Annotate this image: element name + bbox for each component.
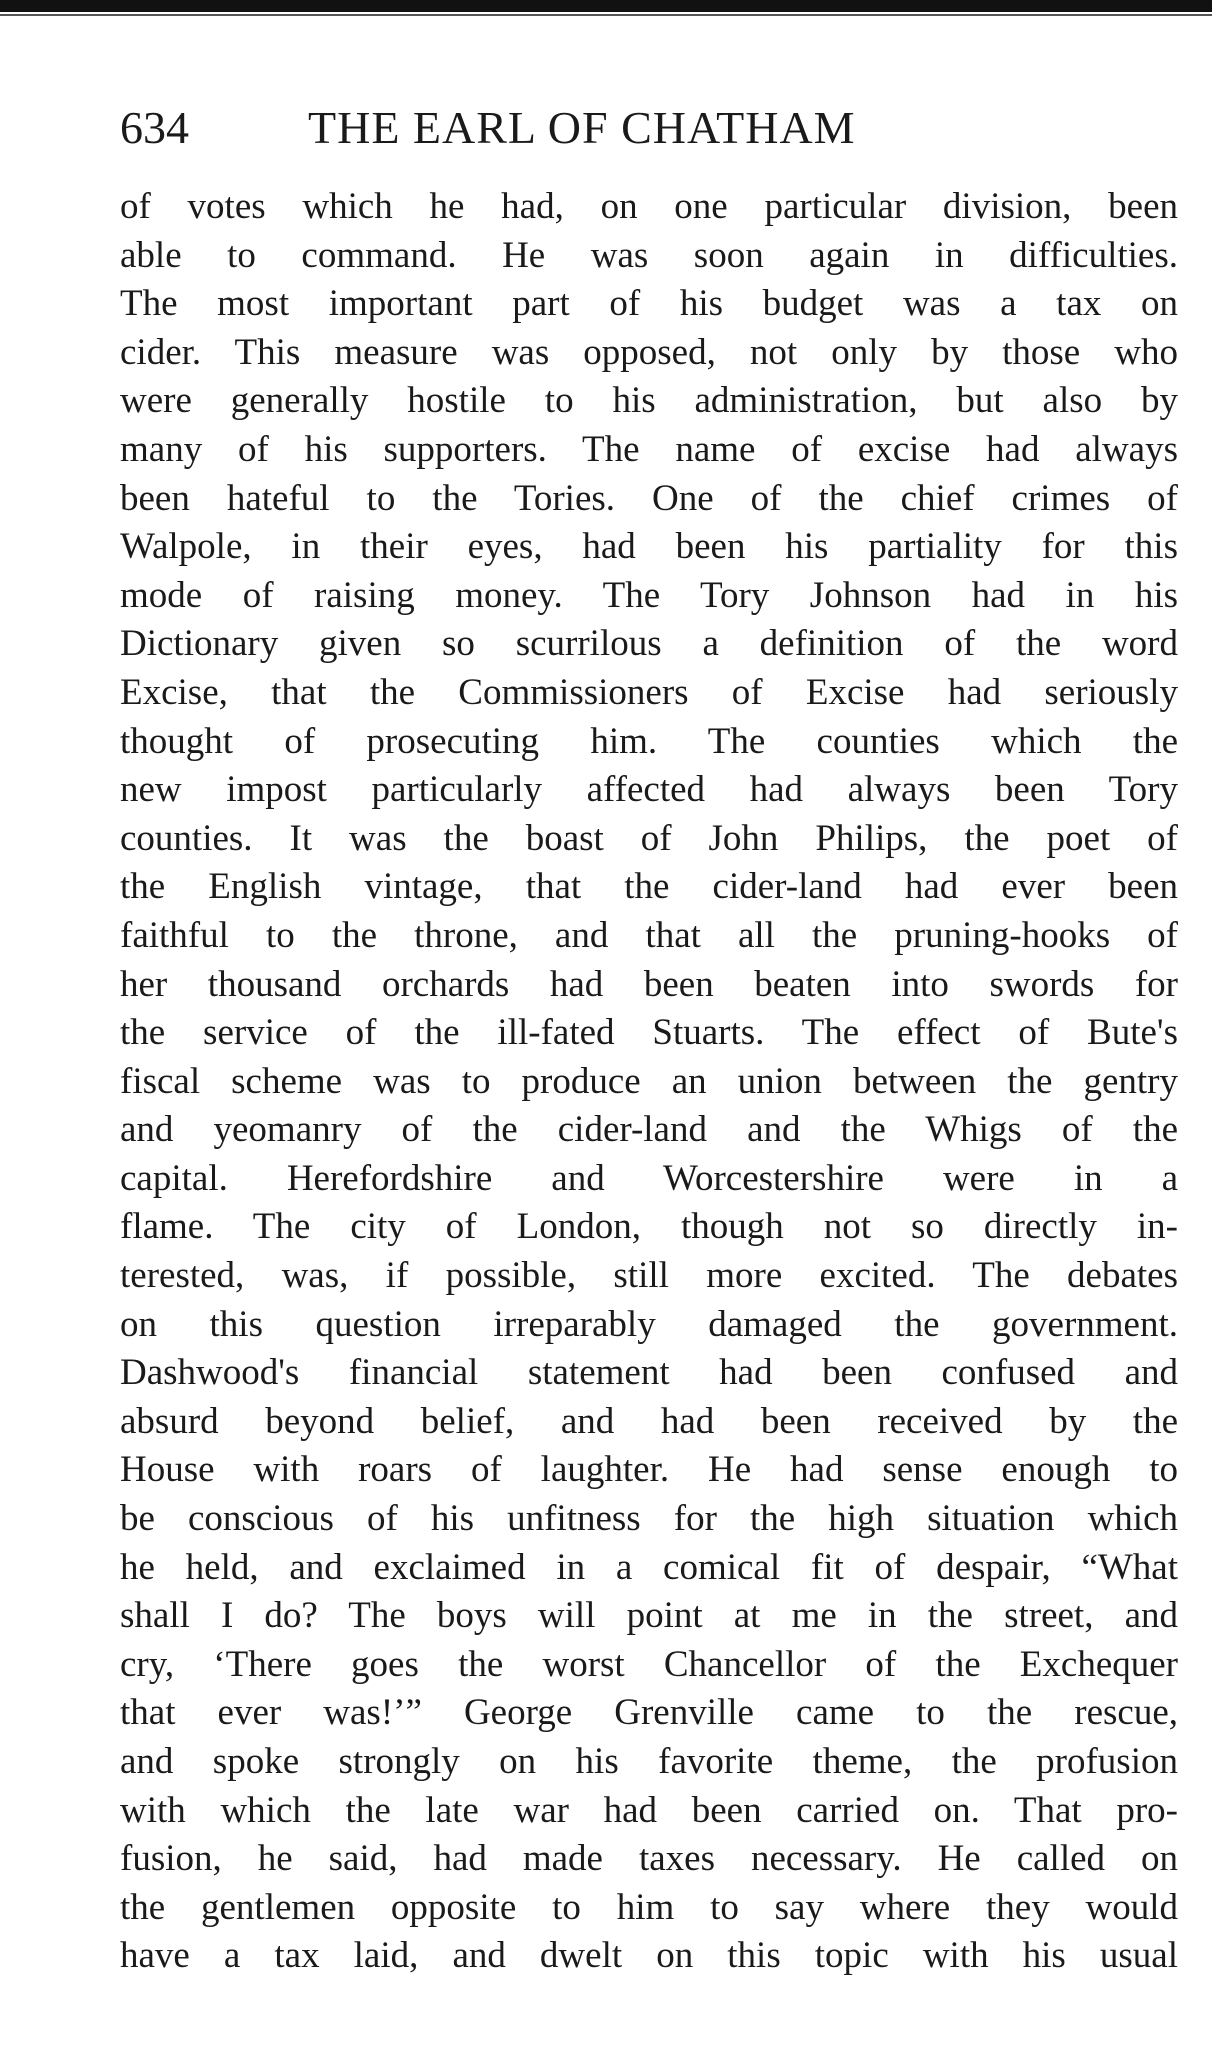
text-line: thought of prosecuting him. The counties which the [120,720,1178,762]
text-line: cry, ‘There goes the worst Chancellor of the Exchequer [120,1643,1178,1685]
text-line: shall I do? The boys will point at me in the street, and [120,1595,1178,1637]
text-line: Dictionary given so scurrilous a definition of the word [120,623,1178,665]
text-line: and spoke strongly on his favorite theme, the profusion [120,1741,1178,1782]
text-line: that ever was!’” George Grenville came to the rescue, [120,1692,1178,1734]
text-line: new impost particularly affected had always been Tory [120,769,1178,811]
top-border-rule-thin [0,14,1212,16]
text-line: Walpole, in their eyes, had been his partiality for this [120,526,1178,568]
body-text [120,183,1178,1981]
text-line: her thousand orchards had been beaten into swords for [120,963,1178,1005]
text-line: were generally hostile to his administration, but also by [120,380,1178,422]
text-line: many of his supporters. The name of excise had always [120,428,1178,470]
text-line: the English vintage, that the cider-land had ever been [120,866,1178,908]
text-line: have a tax laid, and dwelt on this topic with his usual [120,1935,1178,1977]
text-line: The most important part of his budget was a tax on [120,283,1178,325]
running-title: THE EARL OF CHATHAM [308,102,856,153]
text-line: with which the late war had been carried on. That pro- [120,1789,1178,1831]
text-line: flame. The city of London, though not so directly in- [120,1206,1178,1248]
text-line: Dashwood's financial statement had been confused and [120,1352,1178,1394]
text-line: the service of the ill-fated Stuarts. The effect of Bute's [120,1012,1178,1054]
text-line: terested, was, if possible, still more excited. The debates [120,1255,1178,1297]
text-line: of votes which he had, on one particular division, been [120,186,1178,227]
text-line: able to command. He was soon again in difficulties. [120,234,1178,276]
text-line: Excise, that the Commissioners of Excise had seriously [120,671,1178,713]
text-line: capital. Herefordshire and Worcestershire were in a [120,1157,1178,1199]
text-line: on this question irreparably damaged the government. [120,1303,1178,1345]
text-line: faithful to the throne, and that all the pruning-hooks of [120,914,1178,956]
text-line: absurd beyond belief, and had been received by the [120,1400,1178,1442]
text-line: fusion, he said, had made taxes necessary. He called on [120,1838,1178,1880]
text-line: and yeomanry of the cider-land and the Whigs of the [120,1109,1178,1151]
text-line: mode of raising money. The Tory Johnson had in his [120,574,1178,616]
text-line: be conscious of his unfitness for the high situation which [120,1498,1178,1540]
running-head [120,98,1180,158]
page-number: 634 [120,102,189,153]
text-line: he held, and exclaimed in a comical fit of despair, “What [120,1546,1178,1588]
text-line: House with roars of laughter. He had sense enough to [120,1449,1178,1491]
text-line: fiscal scheme was to produce an union between the gentry [120,1060,1178,1102]
text-line: cider. This measure was opposed, not only by those who [120,331,1178,373]
text-line: been hateful to the Tories. One of the chief crimes of [120,477,1178,519]
text-line: the gentlemen opposite to him to say where they would [120,1886,1178,1928]
top-border-rule [0,0,1212,12]
text-line: counties. It was the boast of John Philips, the poet of [120,817,1178,859]
